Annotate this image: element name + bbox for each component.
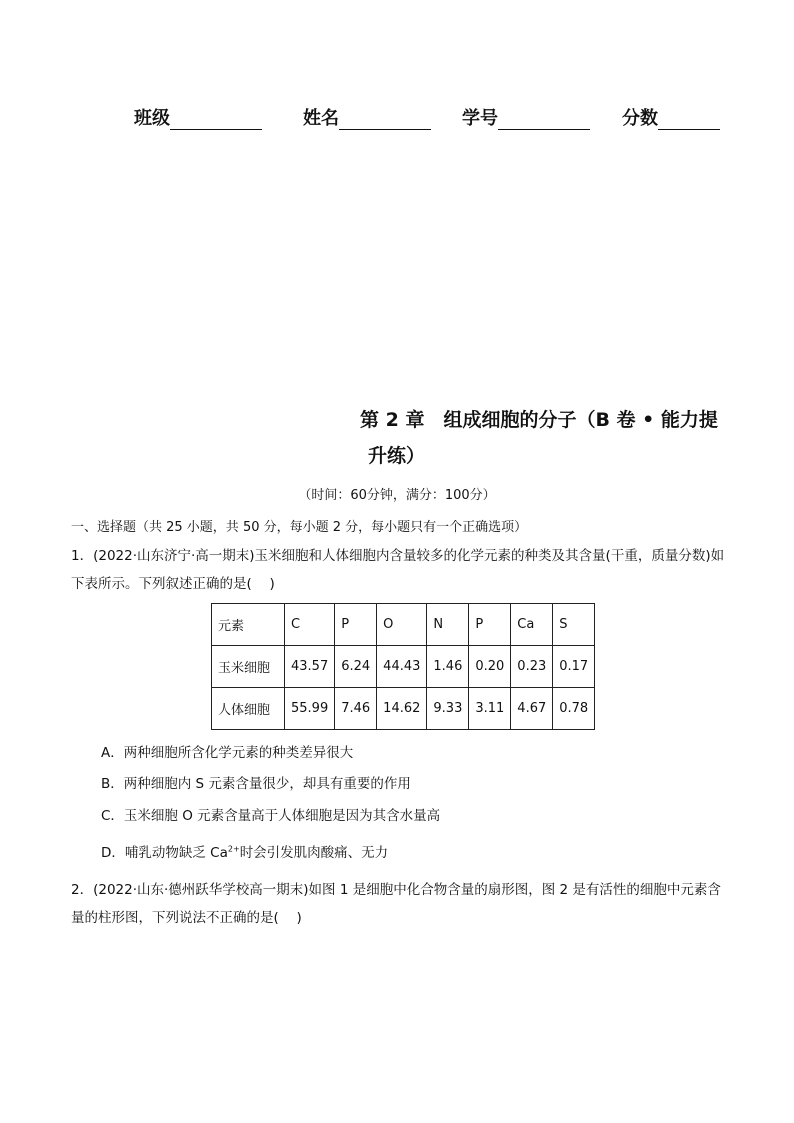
option-d[interactable] — [101, 841, 388, 861]
option-b[interactable]: B．两种细胞内 S 元素含量很少，却具有重要的作用 — [101, 776, 411, 792]
table-header-cell: C — [285, 604, 335, 646]
table-cell: 7.46 — [335, 688, 377, 730]
table-cell: 9.33 — [427, 688, 469, 730]
option-d-superscript: 2+ — [227, 844, 240, 854]
table-header-cell: P — [469, 604, 511, 646]
table-header-cell: 元素 — [212, 604, 285, 646]
option-c[interactable]: C．玉米细胞 O 元素含量高于人体细胞是因为其含水量高 — [101, 808, 441, 824]
name-label: 姓名 — [303, 108, 339, 129]
question-2-stem: 2．(2022·山东·德州跃华学校高一期末)如图 1 是细胞中化合物含量的扇形图，图 2 是有活性的细胞中元素含量的柱形图，下列说法不正确的是( ) — [71, 882, 721, 926]
element-content-table — [211, 603, 595, 730]
student-id-label: 学号 — [462, 108, 498, 129]
option-d-text-end: 时会引发肌肉酸痛、无力 — [239, 845, 389, 861]
table-header-cell: S — [553, 604, 595, 646]
table-cell: 1.46 — [427, 646, 469, 688]
table-header-row — [212, 604, 595, 646]
table-cell: 0.23 — [511, 646, 553, 688]
table-cell: 0.17 — [553, 646, 595, 688]
student-info-header — [0, 104, 794, 132]
table-cell: 3.11 — [469, 688, 511, 730]
option-d-text: D．哺乳动物缺乏 Ca — [101, 845, 228, 861]
page-title — [360, 402, 740, 474]
table-cell: 55.99 — [285, 688, 335, 730]
table-cell: 玉米细胞 — [212, 646, 285, 688]
table-row — [212, 688, 595, 730]
table-header-cell: O — [377, 604, 427, 646]
table-header-cell: Ca — [511, 604, 553, 646]
name-field[interactable] — [303, 104, 431, 130]
table-cell: 43.57 — [285, 646, 335, 688]
class-label: 班级 — [134, 108, 170, 129]
table-cell: 0.20 — [469, 646, 511, 688]
table-row — [212, 646, 595, 688]
table-header-cell: P — [335, 604, 377, 646]
score-label: 分数 — [622, 108, 658, 129]
table-cell: 6.24 — [335, 646, 377, 688]
score-field[interactable] — [622, 104, 720, 130]
table-header-cell: N — [427, 604, 469, 646]
title-line-2: 升练） — [368, 445, 426, 467]
time-note: （时间：60分钟，满分：100分） — [298, 488, 496, 503]
section-heading: 一、选择题（共 25 小题，共 50 分，每小题 2 分，每小题只有一个正确选项） — [71, 520, 528, 535]
table-cell: 0.78 — [553, 688, 595, 730]
table-cell: 44.43 — [377, 646, 427, 688]
student-id-field[interactable] — [462, 104, 590, 130]
table-cell: 人体细胞 — [212, 688, 285, 730]
table-cell: 14.62 — [377, 688, 427, 730]
title-line-1: 第 2 章 组成细胞的分子（B 卷 • 能力提 — [360, 409, 718, 431]
option-a[interactable]: A．两种细胞所含化学元素的种类差异很大 — [101, 745, 354, 761]
question-1-stem: 1．(2022·山东济宁·高一期末)玉米细胞和人体细胞内含量较多的化学元素的种类及其含量(干重，质量分数)如下表所示。下列叙述正确的是( ) — [71, 548, 725, 592]
class-field[interactable] — [134, 104, 262, 130]
table-cell: 4.67 — [511, 688, 553, 730]
